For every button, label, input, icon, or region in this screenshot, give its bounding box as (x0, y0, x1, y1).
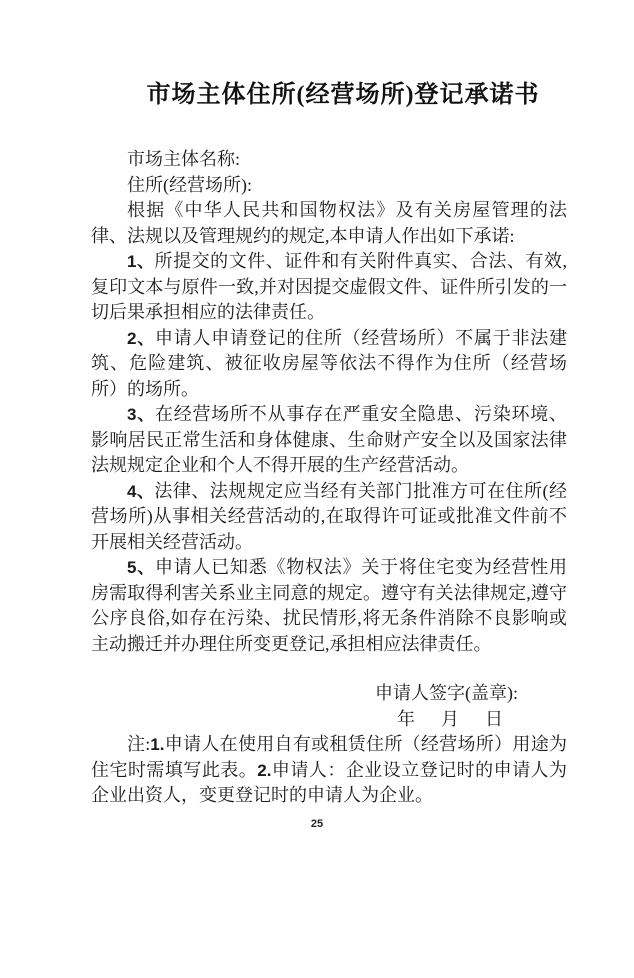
note-prefix: 注: (127, 734, 151, 754)
item-number: 1、 (127, 252, 155, 271)
commitment-item-2 (91, 326, 567, 403)
intro-paragraph: 根据《中华人民共和国物权法》及有关房屋管理的法律、法规以及管理规约的规定,本申请人作出如下承诺: (91, 200, 567, 246)
signature-label: 申请人签字(盖章): (375, 683, 518, 703)
commitment-item-1 (91, 249, 567, 326)
item-number: 4、 (127, 481, 155, 501)
item-text: 在经营场所不从事存在严重安全隐患、污染环境、影响居民正常生活和身体健康、生命财产安全以及国家法律法规规定企业和个人不得开展的生产经营活动。 (91, 404, 567, 475)
item-number: 2、 (127, 328, 155, 348)
note-text-2: 申请人：企业设立登记时的申请人为企业出资人，变更登记时的申请人为企业。 (91, 759, 568, 805)
commitment-item-5 (91, 555, 567, 657)
page-number: 25 (310, 817, 324, 830)
field-residence-premises: 住所(经营场所): (127, 174, 252, 195)
note-number-1: 1. (150, 735, 165, 754)
signature-block (91, 681, 567, 732)
item-text: 申请人申请登记的住所（经营场所）不属于非法建筑、危险建筑、被征收房屋等依法不得作为住所（经营场所）的场所。 (91, 327, 567, 399)
note-number-2: 2. (257, 760, 272, 780)
date-line: 年 月 日 (397, 708, 507, 729)
commitment-item-3 (91, 402, 567, 479)
field-market-entity-name: 市场主体名称: (127, 149, 241, 169)
item-text: 所提交的文件、证件和有关附件真实、合法、有效,复印文本与原件一致,并对因提交虚假文件、证件所引发的一切后果承担相应的法律责任。 (91, 251, 567, 322)
page-title: 市场主体住所(经营场所)登记承诺书 (146, 82, 540, 108)
item-number: 3、 (127, 405, 155, 424)
item-number: 5、 (127, 558, 155, 577)
item-text: 申请人已知悉《物权法》关于将住宅变为经营性用房需取得利害关系业主同意的规定。遵守有关法律规定,遵守公序良俗,如存在污染、扰民情形,将无条件消除不良影响或主动搬迁并办理住所变更登记,承担相应法律责任。 (91, 557, 567, 654)
document-body (91, 147, 567, 809)
commitment-item-4 (91, 479, 567, 556)
note-text-1: 申请人在使用自有或租赁住所（经营场所）用途为住宅时需填写此表。 (91, 734, 567, 780)
note-paragraph (91, 732, 567, 809)
document-page (0, 80, 634, 978)
item-text: 法律、法规规定应当经有关部门批准方可在住所(经营场所)从事相关经营活动的,在取得许可证或批准文件前不开展相关经营活动。 (91, 480, 567, 552)
